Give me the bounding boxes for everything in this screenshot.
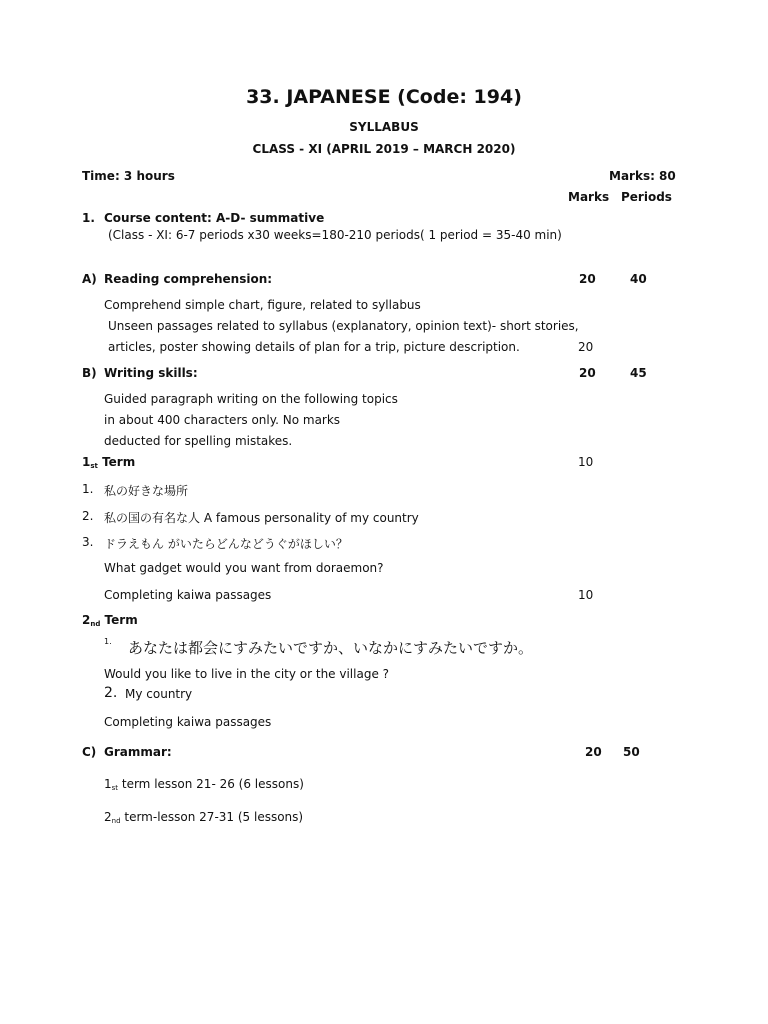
section-a-line-1: Comprehend simple chart, figure, related to syllabus [104, 298, 421, 312]
term-2-kaiwa: Completing kaiwa passages [104, 715, 272, 729]
grammar-line-1-number: 1 [104, 777, 112, 791]
syllabus-subtitle: SYLLABUS [349, 120, 419, 134]
term-1-item-1-number: 1. [82, 482, 94, 496]
term-2-number: 2 [82, 613, 91, 627]
term-1-heading [82, 455, 135, 469]
column-header-marks: Marks [568, 190, 610, 204]
section-c-label: C) [82, 745, 97, 759]
page-title: 33. JAPANESE (Code: 194) [246, 86, 522, 108]
section-b-line-2: in about 400 characters only. No marks [104, 413, 341, 427]
section-b-heading: Writing skills: [104, 366, 198, 380]
section-a-line-2: Unseen passages related to syllabus (explanatory, opinion text)- short stories, [108, 319, 579, 333]
section-a-periods: 40 [630, 272, 647, 286]
term-2-item-1-number: 1. [104, 637, 112, 646]
total-marks: Marks: 80 [609, 169, 676, 183]
course-number: 1. [82, 211, 95, 225]
term-2-suffix: nd [90, 620, 101, 628]
section-a-line-3-marks: 20 [578, 340, 594, 354]
term-2-item-1: あなたは都会にすみたいですか、いなかにすみたいですか。 [128, 639, 534, 657]
term-2-heading [82, 613, 138, 627]
section-a-label: A) [82, 272, 97, 286]
term-2-item-1-english: Would you like to live in the city or the village ? [104, 667, 390, 681]
section-b-periods: 45 [630, 366, 647, 380]
term-1-item-3: ドラえもん がいたらどんなどうぐがほしい？ [104, 537, 348, 551]
grammar-line-1-text: term lesson 21- 26 (6 lessons) [121, 777, 304, 791]
grammar-line-1 [104, 777, 304, 791]
term-1-item-2-number: 2. [82, 509, 94, 523]
course-heading: Course content: A-D- summative [104, 211, 325, 225]
term-1-kaiwa-marks: 10 [578, 588, 594, 602]
section-b-marks: 20 [579, 366, 596, 380]
section-c-marks: 20 [585, 745, 602, 759]
term-2-label: Term [104, 613, 138, 627]
section-c-periods: 50 [623, 745, 640, 759]
term-2-item-2: My country [125, 687, 193, 701]
class-line: CLASS - XI (APRIL 2019 – MARCH 2020) [252, 142, 516, 156]
term-2-item-2-number: 2. [104, 685, 118, 701]
grammar-line-2 [104, 810, 303, 824]
time-label: Time: 3 hours [82, 169, 175, 183]
term-1-item-3-english: What gadget would you want from doraemon? [104, 561, 384, 575]
term-1-item-2: 私の国の有名な人 A famous personality of my country [104, 511, 419, 525]
section-c-heading: Grammar: [104, 745, 172, 759]
term-1-suffix: st [90, 462, 98, 470]
section-b-line-1: Guided paragraph writing on the following topics [104, 392, 398, 406]
grammar-line-2-text: term-lesson 27-31 (5 lessons) [124, 810, 304, 824]
term-1-kaiwa: Completing kaiwa passages [104, 588, 272, 602]
term-1-label: Term [102, 455, 136, 469]
grammar-line-2-number: 2 [104, 810, 112, 824]
grammar-line-2-suffix: nd [111, 817, 121, 825]
section-a-marks: 20 [579, 272, 596, 286]
term-1-item-1: 私の好きな場所 [104, 484, 189, 498]
term-1-marks: 10 [578, 455, 594, 469]
section-b-label: B) [82, 366, 97, 380]
section-a-line-3: articles, poster showing details of plan for a trip, picture description. [108, 340, 520, 354]
term-1-item-3-number: 3. [82, 535, 94, 549]
column-header-periods: Periods [621, 190, 672, 204]
course-note: (Class - XI: 6-7 periods x30 weeks=180-210 periods( 1 period = 35-40 min) [108, 228, 562, 242]
term-1-number: 1 [82, 455, 91, 469]
grammar-line-1-suffix: st [111, 784, 119, 792]
section-b-line-3: deducted for spelling mistakes. [104, 434, 293, 448]
section-a-heading: Reading comprehension: [104, 272, 273, 286]
